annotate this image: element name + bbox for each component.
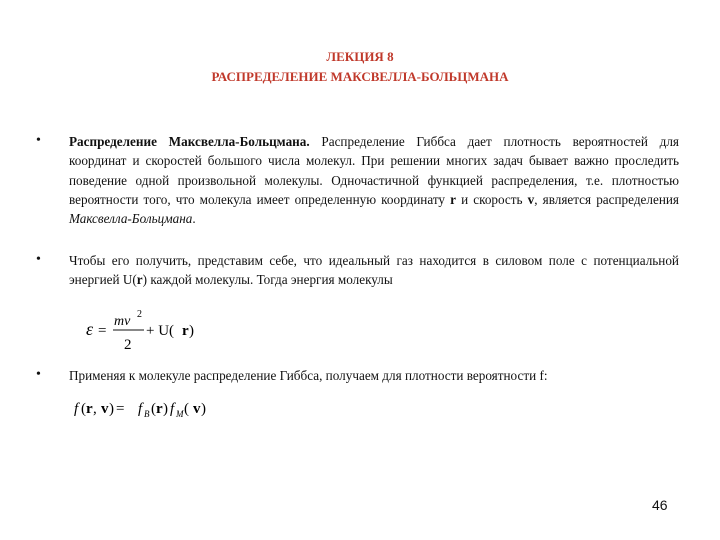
f-close: ) <box>109 401 114 417</box>
formula-close: ) <box>189 323 194 339</box>
fB-arg-r: r <box>156 401 163 417</box>
formula-superscript: 2 <box>137 309 142 320</box>
f-open: ( <box>81 401 86 417</box>
bullet-3-text: Применяя к молекуле распределение Гиббса, получаем для плотности вероятности f: <box>69 368 548 383</box>
bullet-1-text: Распределение Гиббса дает плотность вероятностей для координат и скоростей большого числа молекул. При решении многих задач бывает важно проследить поведение одной произвольной молекулы. Одночастичной функцией распределения, т.е. плотностью вероятности того, что молекула имеет определенную координату <box>69 134 680 207</box>
bullet-2-marker: • <box>36 252 41 267</box>
bullet-1-heading: Распределение Максвелла-Больцмана. <box>69 134 310 149</box>
fM-symbol: f <box>170 401 175 417</box>
formula-numerator: mv <box>114 314 131 329</box>
fM-close: ) <box>201 401 206 417</box>
f-equals: = <box>116 401 125 417</box>
fB-symbol: f <box>138 401 143 417</box>
bullet-2-text: Чтобы его получить, представим себе, что идеальный газ находится в силовом поле с потенциальной энергией U( <box>69 253 679 288</box>
fB-open: ( <box>151 401 156 417</box>
f-symbol: f <box>74 401 79 417</box>
lecture-title: РАСПРЕДЕЛЕНИЕ МАКСВЕЛЛА-БОЛЬЦМАНА <box>211 69 509 84</box>
bullet-1-r: r <box>450 191 456 207</box>
density-formula <box>74 397 234 423</box>
bullet-1-italic: Максвелла-Больцмана <box>69 211 193 227</box>
bullet-2-tail: ) каждой молекулы. Тогда энергия молекулы <box>142 272 393 288</box>
formula-epsilon: ε <box>86 319 94 339</box>
bullet-3-paragraph <box>69 366 679 385</box>
bullet-1-marker: • <box>36 133 41 148</box>
bullet-1-paragraph <box>69 132 679 228</box>
formula-potential: + U( <box>146 323 175 339</box>
page-number: 46 <box>652 497 668 513</box>
fM-open: ( <box>184 401 189 417</box>
formula-equals: = <box>98 323 107 339</box>
bullet-1-mid: и скорость <box>455 191 528 207</box>
f-comma: , <box>93 401 97 417</box>
bullet-1-tail: , является распределения <box>534 191 679 207</box>
bullet-2-paragraph <box>69 251 679 290</box>
fB-subscript: B <box>144 409 150 419</box>
formula-r: r <box>182 323 189 339</box>
fB-close: ) <box>163 401 168 417</box>
fM-subscript: M <box>176 409 184 419</box>
bullet-2-r: r <box>136 272 143 288</box>
energy-formula <box>86 304 206 356</box>
f-arg-r: r <box>86 401 93 417</box>
bullet-1-end: . <box>192 211 196 227</box>
lecture-number: ЛЕКЦИЯ 8 <box>326 49 394 64</box>
bullet-3-marker: • <box>36 367 41 382</box>
bullet-1-v: v <box>527 191 535 207</box>
formula-denominator: 2 <box>124 337 132 353</box>
f-arg-v: v <box>101 401 109 417</box>
fM-arg-v: v <box>193 401 201 417</box>
